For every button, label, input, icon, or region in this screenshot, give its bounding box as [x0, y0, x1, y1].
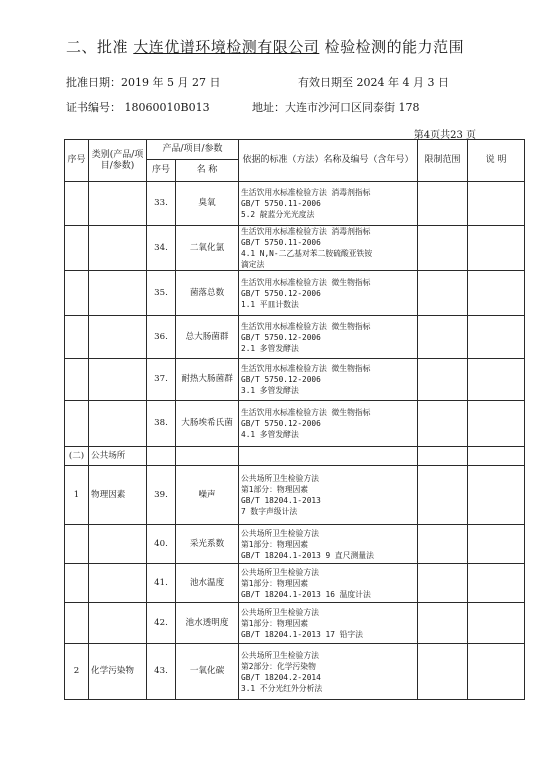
table-row — [65, 359, 525, 401]
cell-limit — [418, 401, 468, 447]
header-standard: 依据的标准（方法）名称及编号（含年号） — [239, 140, 418, 182]
standard-line: GB/T 18204.1-2013 9 直尺测量法 — [241, 550, 374, 560]
standard-line: GB/T 18204.1-2013 16 温度计法 — [241, 589, 371, 599]
standard-line: 2.1 多管发酵法 — [241, 343, 299, 353]
cell-category — [89, 401, 147, 447]
cell-note — [468, 644, 525, 700]
standard-line: 公共场所卫生检验方法 — [241, 650, 319, 660]
cell-category — [89, 525, 147, 564]
standard-line: 生活饮用水标准检验方法 微生物指标 — [241, 364, 371, 373]
cell-seq — [65, 401, 89, 447]
address: 地址：大连市沙河口区同泰街 178 — [252, 101, 420, 114]
cell-standard — [239, 226, 418, 271]
header-sub-seq: 序号 — [147, 160, 176, 182]
cell-note — [468, 564, 525, 603]
standard-line: GB/T 5750.12-2006 — [241, 288, 321, 298]
cell-item-name: 耐热大肠菌群 — [176, 359, 239, 401]
standard-line: GB/T 5750.12-2006 — [241, 332, 321, 342]
cell-limit — [418, 644, 468, 700]
cell-note — [468, 316, 525, 359]
organization-name: 大连优谱环境检测有限公司 — [133, 38, 320, 56]
cell-note — [468, 271, 525, 316]
approval-date: 批准日期：2019 年 5 月 27 日 — [66, 76, 221, 89]
table-row — [65, 271, 525, 316]
standard-line: 公共场所卫生检验方法 — [241, 607, 319, 617]
table-row — [65, 182, 525, 226]
cell-item-name: 菌落总数 — [176, 271, 239, 316]
cell-limit — [418, 359, 468, 401]
table-row — [65, 316, 525, 359]
cell-item-no: 43. — [147, 644, 176, 700]
cell-seq — [65, 525, 89, 564]
header-name: 名 称 — [176, 160, 239, 182]
cell-category — [89, 271, 147, 316]
standard-line: GB/T 18204.1-2013 — [241, 496, 321, 505]
cell-item-name: 噪声 — [176, 466, 239, 525]
table-row — [65, 466, 525, 525]
standard-line: GB/T 18204.1-2013 17 铅字法 — [241, 629, 363, 639]
header-category: 类别(产品/项目/参数) — [89, 140, 147, 182]
cell-limit — [418, 603, 468, 644]
cell-note — [468, 603, 525, 644]
cell-seq: 1 — [65, 466, 89, 525]
cell-item-name: 采光系数 — [176, 525, 239, 564]
cell-category — [89, 603, 147, 644]
cell-limit — [418, 525, 468, 564]
standard-line: 生活饮用水标准检验方法 微生物指标 — [241, 321, 371, 331]
standard-line: 生活饮用水标准检验方法 消毒剂指标 — [241, 227, 371, 236]
standard-line: GB/T 18204.2-2014 — [241, 672, 321, 682]
cell-standard — [239, 564, 418, 603]
valid-until: 有效日期至 2024 年 4 月 3 日 — [298, 76, 449, 89]
standard-line: 生活饮用水标准检验方法 消毒剂指标 — [241, 188, 371, 197]
cell-category: 化学污染物 — [89, 644, 147, 700]
cell-item-no: 42. — [147, 603, 176, 644]
cell-limit — [418, 316, 468, 359]
cell-item-no: 36. — [147, 316, 176, 359]
section-row — [65, 447, 525, 466]
cell-item-no: 34. — [147, 226, 176, 271]
table-row — [65, 401, 525, 447]
standard-line: 7 数字声级计法 — [241, 507, 298, 516]
cell-standard — [239, 603, 418, 644]
cell-standard — [239, 525, 418, 564]
cell-limit — [418, 564, 468, 603]
section-label: 公共场所 — [89, 447, 147, 466]
table-row — [65, 525, 525, 564]
header-seq: 序号 — [65, 140, 89, 182]
standard-line: 1.1 平皿计数法 — [241, 299, 299, 309]
standard-line: 第1部分：物理因素 — [241, 539, 309, 549]
page-title: 二、批准 大连优谱环境检测有限公司 检验检测的能力范围 — [66, 38, 465, 56]
cell-category — [89, 316, 147, 359]
cell-limit — [418, 182, 468, 226]
standard-line: 4.1 N,N-二乙基对苯二胺硫酸亚铁铵 — [241, 249, 373, 258]
cell-seq: 2 — [65, 644, 89, 700]
cell-item-no: 41. — [147, 564, 176, 603]
standard-line: GB/T 5750.11-2006 — [241, 238, 321, 247]
cell-item-name: 池水温度 — [176, 564, 239, 603]
cell-seq — [65, 316, 89, 359]
cell-category — [89, 226, 147, 271]
cell-seq — [65, 359, 89, 401]
certificate-number: 证书编号： 18060010B013 — [66, 101, 210, 114]
cell-note — [468, 359, 525, 401]
cell-standard — [239, 466, 418, 525]
standard-line: GB/T 5750.11-2006 — [241, 199, 321, 208]
standard-line: 第1部分：物理因素 — [241, 578, 309, 588]
section-seq: (二) — [65, 447, 89, 466]
table-row — [65, 564, 525, 603]
header-limit: 限制范围 — [418, 140, 468, 182]
cell-note — [468, 226, 525, 271]
cell-category — [89, 359, 147, 401]
standard-line: 公共场所卫生检验方法 — [241, 567, 319, 577]
cell-standard — [239, 182, 418, 226]
standard-line: 生活饮用水标准检验方法 微生物指标 — [241, 277, 371, 287]
standard-line: 公共场所卫生检验方法 — [241, 528, 319, 538]
cell-item-no: 40. — [147, 525, 176, 564]
cell-item-no: 39. — [147, 466, 176, 525]
cell-note — [468, 182, 525, 226]
page-number: 第4页共23 页 — [413, 130, 476, 141]
cell-item-no: 35. — [147, 271, 176, 316]
cell-note — [468, 466, 525, 525]
standard-line: 第2部分：化学污染物 — [241, 661, 316, 671]
cell-item-no: 37. — [147, 359, 176, 401]
capability-table — [64, 139, 525, 700]
cell-category: 物理因素 — [89, 466, 147, 525]
cell-limit — [418, 226, 468, 271]
cell-seq — [65, 564, 89, 603]
cell-standard — [239, 271, 418, 316]
cell-standard — [239, 316, 418, 359]
table-row — [65, 603, 525, 644]
cell-note — [468, 525, 525, 564]
standard-line: 3.1 多管发酵法 — [241, 386, 299, 395]
cell-item-no: 33. — [147, 182, 176, 226]
header-products: 产品/项目/参数 — [147, 140, 239, 160]
cell-note — [468, 401, 525, 447]
standard-line: 生活饮用水标准检验方法 微生物指标 — [241, 408, 371, 417]
cell-standard — [239, 644, 418, 700]
cell-item-no: 38. — [147, 401, 176, 447]
cell-category — [89, 564, 147, 603]
standard-line: 第1部分：物理因素 — [241, 618, 309, 628]
cell-seq — [65, 603, 89, 644]
standard-line: 公共场所卫生检验方法 — [241, 474, 319, 483]
cell-standard — [239, 401, 418, 447]
cell-limit — [418, 271, 468, 316]
header-note: 说 明 — [468, 140, 525, 182]
table-row — [65, 644, 525, 700]
standard-line: 3.1 不分光红外分析法 — [241, 683, 323, 693]
cell-item-name: 臭氧 — [176, 182, 239, 226]
cell-item-name: 总大肠菌群 — [176, 316, 239, 359]
cell-seq — [65, 226, 89, 271]
cell-standard — [239, 359, 418, 401]
cell-item-name: 池水透明度 — [176, 603, 239, 644]
cell-seq — [65, 271, 89, 316]
table-row — [65, 226, 525, 271]
standard-line: GB/T 5750.12-2006 — [241, 375, 321, 384]
cell-item-name: 二氧化氯 — [176, 226, 239, 271]
standard-line: 5.2 靛蓝分光光度法 — [241, 210, 315, 219]
standard-line: GB/T 5750.12-2006 — [241, 419, 321, 428]
cell-seq — [65, 182, 89, 226]
cell-item-name: 大肠埃希氏菌 — [176, 401, 239, 447]
cell-limit — [418, 466, 468, 525]
cell-category — [89, 182, 147, 226]
standard-line: 第1部分：物理因素 — [241, 485, 309, 494]
standard-line: 4.1 多管发酵法 — [241, 430, 299, 439]
cell-item-name: 一氧化碳 — [176, 644, 239, 700]
standard-line: 滴定法 — [241, 260, 265, 269]
